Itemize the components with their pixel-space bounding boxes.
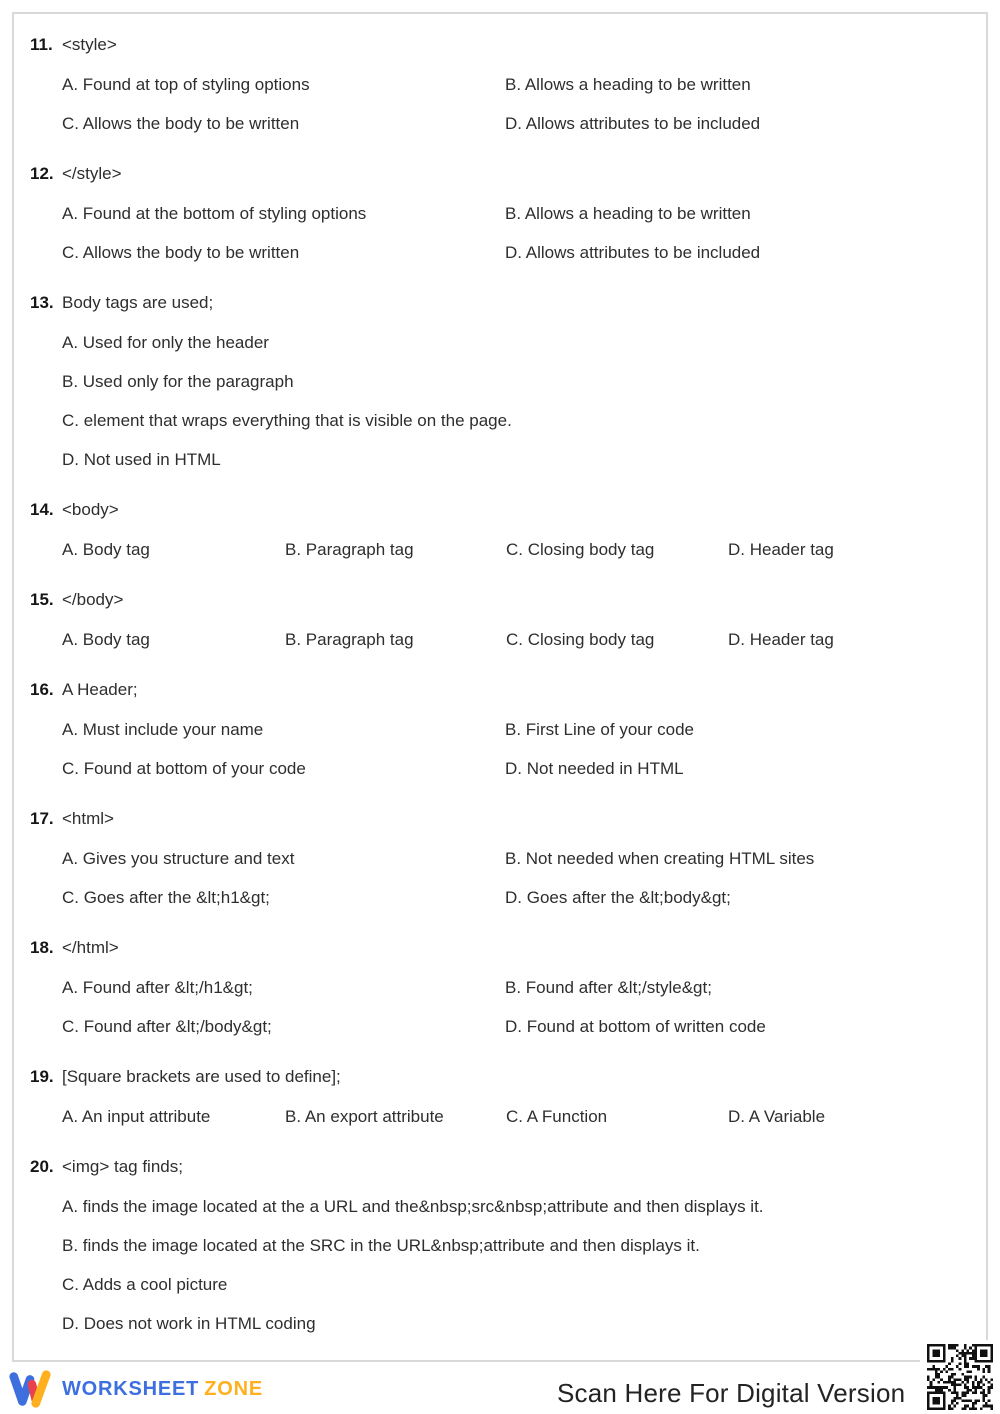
question-text: </body> <box>62 590 124 609</box>
question-number: 14. <box>30 500 54 519</box>
option-d: D. Does not work in HTML coding <box>62 1314 316 1333</box>
question-block <box>30 34 972 135</box>
option-a: A. Body tag <box>62 540 150 559</box>
option-b: B. Allows a heading to be written <box>505 204 751 223</box>
question-text: <img> tag finds; <box>62 1157 183 1176</box>
option-c: C. Found after &lt;/body&gt; <box>62 1017 272 1036</box>
question-text: A Header; <box>62 680 138 699</box>
option-d: D. Not needed in HTML <box>505 759 684 778</box>
question-line <box>30 1066 972 1088</box>
option-b: B. Paragraph tag <box>285 630 414 649</box>
option-b: B. Paragraph tag <box>285 540 414 559</box>
option-a: A. Found after &lt;/h1&gt; <box>62 978 253 997</box>
option-c: C. Found at bottom of your code <box>62 759 306 778</box>
options-grid <box>62 539 972 561</box>
question-block <box>30 1066 972 1128</box>
option-d: D. Header tag <box>728 630 834 649</box>
question-block <box>30 679 972 780</box>
question-text: [Square brackets are used to define]; <box>62 1067 341 1086</box>
question-line <box>30 1156 972 1178</box>
option-c: C. Goes after the &lt;h1&gt; <box>62 888 270 907</box>
question-text: Body tags are used; <box>62 293 214 312</box>
option-b: B. Not needed when creating HTML sites <box>505 849 815 868</box>
question-block <box>30 589 972 651</box>
option-a: A. Found at the bottom of styling options <box>62 204 367 223</box>
options-grid <box>62 1106 972 1128</box>
question-line <box>30 163 972 185</box>
question-number: 13. <box>30 293 54 312</box>
option-d: D. Allows attributes to be included <box>505 114 761 133</box>
question-number: 16. <box>30 680 54 699</box>
option-d: D. Goes after the &lt;body&gt; <box>505 888 731 907</box>
question-line <box>30 292 972 314</box>
option-d: D. Not used in HTML <box>62 450 221 469</box>
option-a: A. Body tag <box>62 630 150 649</box>
option-b: B. Allows a heading to be written <box>505 75 751 94</box>
worksheetzone-logo[interactable] <box>8 1368 263 1410</box>
questions-container <box>12 12 988 1362</box>
question-line <box>30 34 972 56</box>
options-grid <box>62 1196 972 1335</box>
question-text: <style> <box>62 35 117 54</box>
brand-name-zone: ZONE <box>204 1378 263 1400</box>
option-b: B. First Line of your code <box>505 720 694 739</box>
logo-w-icon <box>8 1368 52 1410</box>
option-a: A. Used for only the header <box>62 333 269 352</box>
question-line <box>30 499 972 521</box>
question-number: 19. <box>30 1067 54 1086</box>
question-number: 17. <box>30 809 54 828</box>
option-c: C. Closing body tag <box>506 540 655 559</box>
options-grid <box>62 977 972 1038</box>
question-block <box>30 1156 972 1335</box>
option-b: B. Found after &lt;/style&gt; <box>505 978 712 997</box>
options-grid <box>62 332 972 471</box>
question-text: </html> <box>62 938 119 957</box>
question-block <box>30 808 972 909</box>
question-line <box>30 937 972 959</box>
question-number: 11. <box>30 35 53 54</box>
scan-here-text: Scan Here For Digital Version <box>557 1378 906 1408</box>
option-d: D. Found at bottom of written code <box>505 1017 766 1036</box>
option-c: C. element that wraps everything that is visible on the page. <box>62 411 512 430</box>
option-c: C. A Function <box>506 1107 608 1126</box>
qr-code[interactable] <box>920 1340 1000 1414</box>
question-text: <body> <box>62 500 119 519</box>
option-d: D. Header tag <box>728 540 834 559</box>
brand-name-worksheet: WORKSHEET <box>62 1378 200 1400</box>
qr-code-icon <box>927 1344 993 1410</box>
options-grid <box>62 629 972 651</box>
question-block <box>30 937 972 1038</box>
option-a: A. Found at top of styling options <box>62 75 310 94</box>
question-number: 15. <box>30 590 54 609</box>
question-number: 18. <box>30 938 54 957</box>
question-text: <html> <box>62 809 114 828</box>
option-c: C. Allows the body to be written <box>62 243 300 262</box>
question-line <box>30 679 972 701</box>
options-grid <box>62 74 972 135</box>
option-c: C. Allows the body to be written <box>62 114 300 133</box>
question-block <box>30 163 972 264</box>
option-a: A. finds the image located at the a URL and the&nbsp;src&nbsp;attribute and then displays it. <box>62 1197 764 1216</box>
option-c: C. Closing body tag <box>506 630 655 649</box>
question-line <box>30 808 972 830</box>
option-d: D. A Variable <box>728 1107 826 1126</box>
options-grid <box>62 848 972 909</box>
option-b: B. finds the image located at the SRC in the URL&nbsp;attribute and then displays it. <box>62 1236 700 1255</box>
options-grid <box>62 203 972 264</box>
question-text: </style> <box>62 164 122 183</box>
question-block <box>30 499 972 561</box>
question-line <box>30 589 972 611</box>
option-b: B. Used only for the paragraph <box>62 372 294 391</box>
option-a: A. Gives you structure and text <box>62 849 295 868</box>
question-number: 12. <box>30 164 54 183</box>
option-a: A. Must include your name <box>62 720 264 739</box>
option-c: C. Adds a cool picture <box>62 1275 228 1294</box>
option-b: B. An export attribute <box>285 1107 444 1126</box>
question-block <box>30 292 972 471</box>
option-a: A. An input attribute <box>62 1107 211 1126</box>
option-d: D. Allows attributes to be included <box>505 243 761 262</box>
options-grid <box>62 719 972 780</box>
question-number: 20. <box>30 1157 54 1176</box>
